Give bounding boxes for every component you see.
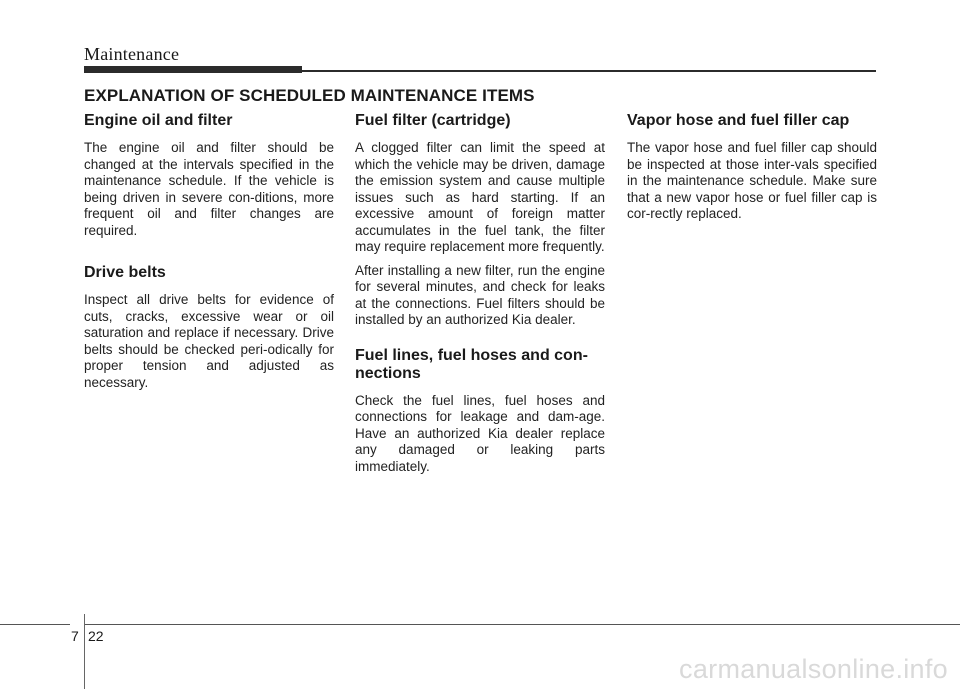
header-rule-thin xyxy=(302,70,876,72)
page-number: 22 xyxy=(88,628,104,644)
paragraph-engine-oil: The engine oil and filter should be changed at the intervals specified in the maintenance schedule. If the vehicle is being driven in severe con-ditions, more frequent oil and filter changes are required. xyxy=(84,140,334,238)
heading-vapor-hose: Vapor hose and fuel filler cap xyxy=(627,112,850,129)
section-title: EXPLANATION OF SCHEDULED MAINTENANCE ITEMS xyxy=(84,86,535,105)
paragraph-drive-belts: Inspect all drive belts for evidence of cuts, cracks, excessive wear or oil saturation and replace if necessary. Drive belts should be checked peri-odically for proper tension and adjusted as necessary. xyxy=(84,292,334,390)
watermark: carmanualsonline.info xyxy=(679,654,948,684)
footer-rule-right xyxy=(84,624,960,625)
column-1 xyxy=(84,112,334,398)
chapter-number: 7 xyxy=(71,628,79,644)
column-3 xyxy=(627,112,877,230)
heading-engine-oil: Engine oil and filter xyxy=(84,112,233,129)
footer-rule-left xyxy=(0,624,70,625)
footer-divider xyxy=(84,614,85,689)
chapter-title: Maintenance xyxy=(84,44,180,64)
paragraph-vapor-hose: The vapor hose and fuel filler cap should be inspected at those inter-vals specified in the maintenance schedule. Make sure that a new vapor hose or fuel filler cap is cor-rectly replaced. xyxy=(627,140,877,221)
column-2 xyxy=(355,112,605,482)
heading-drive-belts: Drive belts xyxy=(84,264,166,281)
header-rule-thick xyxy=(84,66,302,73)
paragraph-fuel-filter-1: A clogged filter can limit the speed at which the vehicle may be driven, damage the emission system and cause multiple issues such as hard starting. If an excessive amount of foreign matter accumulates in the fuel tank, the filter may require replacement more frequently. xyxy=(355,140,605,254)
heading-fuel-lines: Fuel lines, fuel hoses and con-nections xyxy=(355,346,588,382)
heading-fuel-filter: Fuel filter (cartridge) xyxy=(355,112,511,129)
paragraph-fuel-lines: Check the fuel lines, fuel hoses and connections for leakage and dam-age. Have an authorized Kia dealer replace any damaged or leaking parts immediately. xyxy=(355,392,605,474)
paragraph-fuel-filter-2: After installing a new filter, run the engine for several minutes, and check for leaks at the connections. Fuel filters should be installed by an authorized Kia dealer. xyxy=(355,262,605,327)
